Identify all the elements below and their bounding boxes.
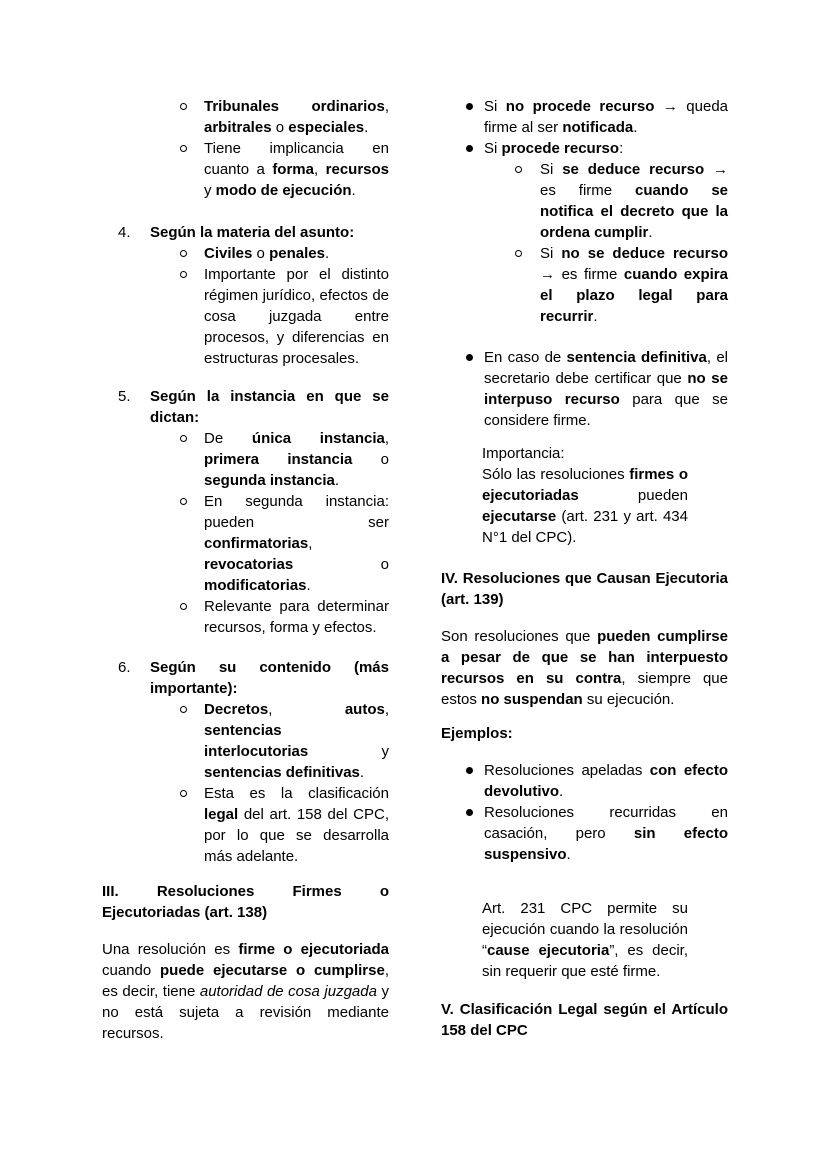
text-segment: Una resolución es (102, 941, 239, 958)
bullet-unica-instancia (102, 428, 389, 491)
text-segment: , (384, 98, 389, 115)
list-item-text (204, 264, 389, 369)
text-segment: Art. 231 CPC permite su ejecución cuando la resolución “ (482, 900, 688, 959)
text-segment: sentencias definitivas (204, 764, 360, 781)
text-segment: para que se considere firme. (484, 391, 728, 429)
text-segment: . (559, 783, 564, 800)
text-segment: sentencias interlocutorias (204, 722, 309, 760)
text-segment: . (351, 182, 356, 199)
list-item-text (484, 802, 728, 865)
text-segment: no procede recurso (505, 98, 655, 115)
bullet-segunda-instancia (102, 491, 389, 596)
bullet-circle-icon (180, 783, 204, 867)
list-item-text (204, 428, 389, 491)
text-segment: Si (484, 98, 506, 115)
bullet-glyph (515, 166, 522, 173)
bullet-circle-icon (180, 243, 204, 264)
text-segment: y no está sujeta a revisión mediante recursos. (102, 983, 389, 1042)
bullet-circle-icon (180, 699, 204, 783)
text-segment: Si (540, 161, 563, 178)
text-segment: ejecutarse (482, 508, 557, 525)
text-segment: Resoluciones recurridas en casación, pero (484, 804, 728, 842)
bullet-efecto-devolutivo (441, 760, 728, 802)
text-segment: primera instancia (204, 451, 353, 468)
paragraph-causan-ejecutoria (441, 626, 728, 710)
text-segment: Si (540, 245, 562, 262)
list-item-text (204, 243, 389, 264)
text-segment: revocatorias (204, 556, 294, 573)
note-importancia-body (482, 464, 688, 548)
text-segment: y (308, 743, 389, 760)
bullet-circle-icon (180, 596, 204, 638)
bullet-circle-icon (180, 96, 204, 138)
list-item-text (204, 96, 389, 138)
text-segment: no se interpuso recurso (484, 370, 728, 408)
text-segment: , (384, 430, 390, 447)
text-segment: → es firme (540, 161, 728, 199)
list-item-text (150, 657, 389, 699)
note-art-231 (482, 898, 688, 982)
list-item-text (484, 138, 728, 159)
bullet-glyph (180, 603, 187, 610)
paragraph-definicion-firme (102, 939, 389, 1044)
bullet-glyph (515, 250, 522, 257)
text-segment: . (593, 308, 598, 325)
bullet-glyph (180, 271, 187, 278)
bullet-disc-icon (466, 96, 484, 138)
text-segment: . (648, 224, 653, 241)
text-segment: De (204, 430, 252, 447)
text-segment: Son resoluciones que (441, 628, 598, 645)
bullet-implicancia (102, 138, 389, 201)
text-segment: cuando expira el plazo legal para recurrir (540, 266, 728, 325)
text-segment: . (324, 245, 330, 262)
text-segment: V. Clasificación Legal según el Artículo 158 del CPC (441, 1001, 728, 1039)
text-segment: . (566, 846, 571, 863)
subbullet-no-se-deduce-recurso (441, 243, 728, 327)
left-column (102, 96, 389, 1044)
text-segment: procede recurso (501, 140, 620, 157)
text-segment: Importante por el distinto régimen jurídico, efectos de cosa juzgada entre procesos, y diferencias en estructuras procesales. (204, 266, 389, 367)
bullet-decretos (102, 699, 389, 783)
text-segment: no se deduce recurso (561, 245, 728, 262)
text-segment: Importancia: (482, 445, 565, 462)
list-item-text (484, 760, 728, 802)
text-segment: (art. 231 y art. 434 N°1 del CPC). (482, 508, 688, 546)
text-segment: penales (269, 245, 325, 262)
text-segment: . (633, 119, 638, 136)
list-number: 5. (118, 388, 131, 405)
text-segment: Esta es la clasificación (204, 785, 389, 802)
list-item-text (150, 386, 389, 428)
list-number: 6. (118, 659, 131, 676)
list-item-text (204, 596, 389, 638)
bullet-glyph (466, 354, 473, 361)
text-segment: ”, es decir, sin requerir que esté firme. (482, 942, 688, 980)
bullet-disc-icon (466, 138, 484, 159)
text-segment: cuando (102, 962, 161, 979)
text-segment: arbitrales (204, 119, 272, 136)
text-segment: con efecto devolutivo (484, 762, 728, 800)
text-segment: . (334, 472, 340, 489)
list-item-text (484, 347, 728, 431)
text-segment: : (619, 140, 624, 157)
text-segment: y (204, 182, 216, 199)
text-segment: IV. Resoluciones que Causan Ejecutoria (art. 139) (441, 570, 728, 608)
text-segment: , (384, 701, 389, 718)
bullet-relevante (102, 596, 389, 638)
text-segment: cause ejecutoria (487, 942, 610, 959)
heading-iii-resoluciones-firmes (102, 881, 389, 923)
bullet-glyph (180, 790, 187, 797)
text-segment: Según su contenido (más importante): (150, 659, 389, 697)
list-item-6 (102, 657, 389, 699)
text-segment: segunda instancia (204, 472, 335, 489)
heading-v-clasificacion-legal (441, 999, 728, 1041)
bullet-glyph (466, 145, 473, 152)
text-segment: III. Resoluciones Firmes o Ejecutoriadas (art. 138) (102, 883, 389, 921)
bullet-circle-icon (515, 243, 540, 327)
bullet-no-procede-recurso (441, 96, 728, 138)
text-segment: , el secretario debe certificar que (484, 349, 728, 387)
list-item-4 (102, 222, 389, 243)
bullet-disc-icon (466, 760, 484, 802)
text-segment: , (308, 535, 313, 552)
text-segment: . (359, 764, 365, 781)
right-column (441, 96, 728, 1041)
bullet-glyph (180, 498, 187, 505)
bullet-circle-icon (180, 491, 204, 596)
text-segment: . (306, 577, 311, 594)
note-importancia-label (482, 443, 688, 464)
bullet-glyph (180, 706, 187, 713)
text-segment: pueden cumplirse a pesar de que se han interpuesto recursos en su contra (441, 628, 728, 687)
bullet-glyph (180, 435, 187, 442)
bullet-circle-icon (180, 428, 204, 491)
bullet-glyph (466, 767, 473, 774)
list-item-text (204, 491, 389, 596)
text-segment: . (364, 119, 369, 136)
text-segment: Sólo las resoluciones (482, 466, 630, 483)
text-segment: firme o ejecutoriada (238, 941, 390, 958)
text-segment: En segunda instancia: pueden ser (204, 493, 389, 531)
text-segment: sentencia definitiva (566, 349, 707, 366)
bullet-circle-icon (180, 264, 204, 369)
text-segment: legal (204, 806, 239, 823)
bullet-circle-icon (180, 138, 204, 201)
bullet-procede-recurso (441, 138, 728, 159)
text-segment: o (352, 451, 390, 468)
text-segment: → es firme (540, 266, 624, 283)
text-segment: autoridad de cosa juzgada (199, 983, 377, 1000)
bullet-glyph (180, 103, 187, 110)
text-segment: modificatorias (204, 577, 307, 594)
list-item-text (204, 138, 389, 201)
text-segment: Tiene implicancia en cuanto a (204, 140, 389, 178)
bullet-disc-icon (466, 802, 484, 865)
text-segment: Si (484, 140, 502, 157)
bullet-glyph (180, 145, 187, 152)
bullet-disc-icon (466, 347, 484, 431)
bullet-circle-icon (515, 159, 540, 243)
text-segment: Decretos (204, 701, 269, 718)
bullet-tribunales (102, 96, 389, 138)
bullet-glyph (466, 103, 473, 110)
list-item-text (204, 783, 389, 867)
text-segment: En caso de (484, 349, 567, 366)
text-segment: , (314, 161, 326, 178)
list-item-text (484, 96, 728, 138)
text-segment: → queda firme al ser (484, 98, 729, 136)
text-segment: , (268, 701, 345, 718)
text-segment: autos (344, 701, 385, 718)
text-segment: confirmatorias (204, 535, 309, 552)
text-segment: Ejemplos: (441, 725, 513, 742)
bullet-glyph (180, 250, 187, 257)
text-segment: modo de ejecución (215, 182, 352, 199)
list-item-text (150, 222, 389, 243)
text-segment: no suspendan (481, 691, 583, 708)
text-segment: o (293, 556, 389, 573)
text-segment: Resoluciones apeladas (484, 762, 650, 779)
text-segment: Tribunales ordinarios (204, 98, 385, 115)
subbullet-se-deduce-recurso (441, 159, 728, 243)
text-segment: , es decir, tiene (102, 962, 389, 1000)
text-segment: Relevante para determinar recursos, forma y efectos. (204, 598, 389, 636)
text-segment: firmes o ejecutoriadas (482, 466, 688, 504)
text-segment: notificada (562, 119, 634, 136)
text-segment: Según la materia del asunto: (150, 224, 355, 241)
text-segment: única instancia (251, 430, 385, 447)
text-segment: cuando se notifica el decreto que la ordena cumplir (540, 182, 728, 241)
list-number: 4. (118, 224, 131, 241)
text-segment: especiales (288, 119, 365, 136)
bullet-sentencia-definitiva (441, 347, 728, 431)
text-segment: pueden (578, 487, 688, 504)
bullet-glyph (466, 809, 473, 816)
list-item-5 (102, 386, 389, 428)
text-segment: puede ejecutarse o cumplirse (160, 962, 385, 979)
text-segment: o (271, 119, 289, 136)
text-segment: Según la instancia en que se dictan: (150, 388, 389, 426)
bullet-casacion (441, 802, 728, 865)
heading-iv-causan-ejecutoria (441, 568, 728, 610)
text-segment: sin efecto suspensivo (484, 825, 728, 863)
heading-ejemplos (441, 723, 728, 744)
text-segment: del art. 158 del CPC, por lo que se desarrolla más adelante. (204, 806, 389, 865)
text-segment: su ejecución. (582, 691, 675, 708)
text-segment: o (252, 245, 270, 262)
list-item-text (204, 699, 389, 783)
text-segment: , siempre que estos (441, 670, 728, 708)
text-segment: recursos (325, 161, 390, 178)
bullet-clasificacion-legal (102, 783, 389, 867)
text-segment: forma (272, 161, 314, 178)
bullet-civiles-penales (102, 243, 389, 264)
text-segment: se deduce recurso (562, 161, 705, 178)
list-item-text (540, 159, 728, 243)
text-segment: Civiles (204, 245, 253, 262)
list-item-text (540, 243, 728, 327)
bullet-importante-regimen (102, 264, 389, 369)
